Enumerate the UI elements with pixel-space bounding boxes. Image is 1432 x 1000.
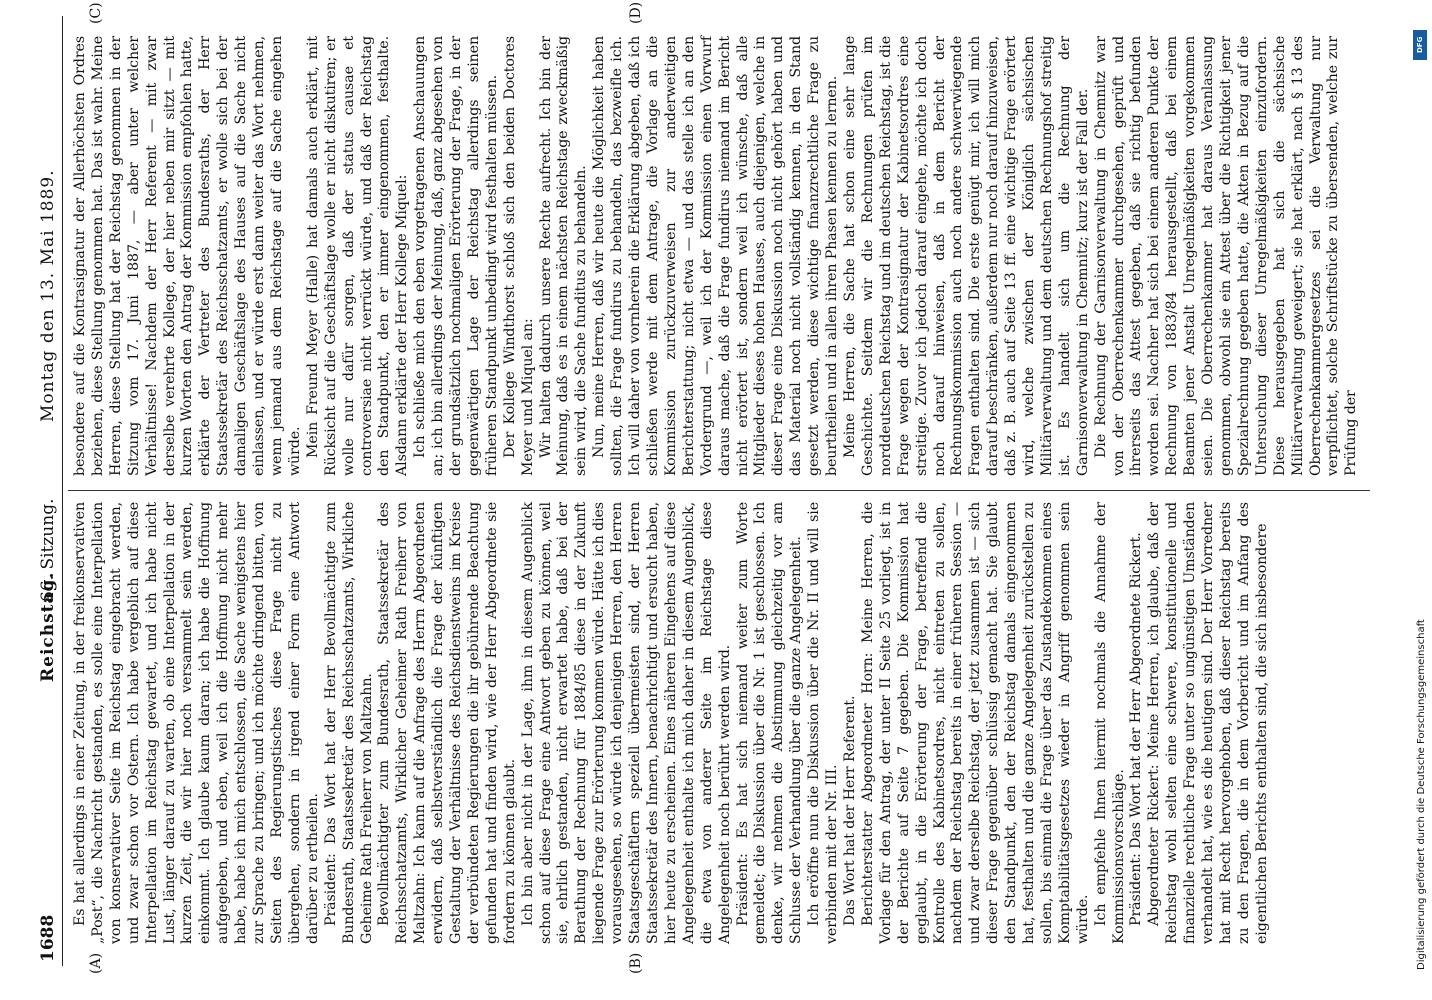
margin-marker-b: (B) — [628, 952, 644, 974]
paragraph: Ich schließe mich den eben vorgetragenen Anschauungen an; ich bin allerdings der Meinung, daß, ganz abgesehen von der grundsätzlich nochmaligen Erörterung der Frage, in der gegenwärtigen Lage der Reichstag allerdings seinen früheren Standpunkt unbedingt wird festhalten müssen. — [412, 36, 500, 476]
paragraph: Der Kollege Windthorst schloß sich den beiden Doctores Meyer und Miquel an: — [501, 36, 536, 476]
dfg-logo: DFG — [1413, 30, 1427, 60]
margin-marker-a: (A) — [88, 952, 104, 974]
paragraph: Präsident: Es hat sich niemand weiter zum Worte gemeldet; die Diskussion über die Nr. 1 ist geschlossen. Ich denke, wir nehmen die Abstimmung gleichzeitig vor am Schlusse der Verhandlung über die ganze Angelegenheit. — [734, 502, 805, 944]
paragraph: Berichterstatter Abgeordneter Horn: Meine Herren, die Vorlage für den Antrag, der unter II Seite 25 vorliegt, ist in der Berichte auf Seite 7 gegeben. Die Kommission hat geglaubt, in die Erörterung der Frage, betreffend die Kontrolle des Kabinetsordres, nicht eintreten zu sollen, nachdem der Reichstag bereits in einer früheren Session — und zwar derselbe Reichstag, der jetzt zusammen ist — sich dieser Frage gegenüber schlüssig gemacht hat. Sie glaubt den Standpunkt, den der Reichstag damals eingenommen hat, festhalten und die ganze Angelegenheit zurückstellen zu sollen, bis einmal die Frage über das Zustandekommen eines Komptabilitätsgesetzes wieder in Angriff genommen sein würde. — [859, 502, 1091, 944]
page-number: 1688 — [38, 914, 58, 962]
paragraph: Nun, meine Herren, daß wir heute die Möglichkeit haben sollten, die Frage fundirus zu behandeln, das bezweifle ich. Ich will daher von vornherein die Erklärung abgeben, daß ich schließen werde mit dem Antrage, die Vorlage an die Kommission zurückzuverweisen zur anderweitigen Berichterstattung; nicht etwa — und das stelle ich an den Vordergrund —, weil ich der Kommission einen Vorwurf daraus mache, daß die Frage fundirus niemand im Bericht nicht erörtert ist, sondern weil ich wünsche, daß alle Mitglieder dieses hohen Hauses, auch diejenigen, welche in dieser Frage eine Diskussion noch nicht gehört haben und das Material noch nicht vollständig kennen, in den Stand gesetzt werden, diese wichtige finanzrechtliche Frage zu beurtheilen und in allen ihren Phasen kennen zu lernen. — [591, 36, 841, 476]
header-rule — [62, 16, 63, 966]
paragraph: Präsident: Das Wort hat der Herr Bevollmächtigte zum Bundesrath, Staatssekretär des Reichsschatzamts, Wirkliche Geheime Rath Freiherr von Maltzahn. — [322, 502, 375, 944]
margin-marker-c: (C) — [88, 2, 104, 24]
paragraph: Ich eröffne nun die Diskussion über die Nr. II und will sie verbinden mit der Nr. III. — [806, 502, 841, 944]
margin-marker-d: (D) — [628, 1, 644, 24]
paragraph: Meine Herren, die Sache hat schon eine sehr lange Geschichte. Seitdem wir die Rechnungen prüfen im norddeutschen Reichstag und im deutschen Reichstag, ist die Frage wegen der Kontrasignatur der Kabinetsordres eine streitige. Zuvor ich jedoch darauf eingehe, möchte ich doch noch darauf hinweisen, daß in dem Bericht der Rechnungskommission auch noch andere schwerwiegende Fragen enthalten sind. Die erste genügt mir, ich will mich darauf beschränken, außerdem nur noch darauf hinzuweisen, daß z. B. auch auf Seite 13 ff. eine wichtige Frage erörtert wird, welche zwischen der Königlich sächsischen Militärverwaltung und dem deutschen Rechnungshof streitig ist. Es handelt sich um die Rechnung der Garnisonverwaltung in Chemnitz; kurz ist der Fall der. — [841, 36, 1091, 476]
paragraph: Ich empfehle Ihnen hiermit nochmals die Annahme der Kommissionsvorschläge. — [1092, 502, 1127, 944]
paragraph: Das Wort hat der Herr Referent. — [841, 695, 858, 926]
left-column — [72, 502, 1272, 944]
running-head-date: Montag den 13. Mai 1889. — [38, 169, 58, 422]
paragraph: Ich bin aber nicht in der Lage, ihm in diesem Augenblick schon auf diese Frage eine Antwort geben zu können, weil sie, ehrlich gestanden, nicht erwartet habe, daß bei der Berathung der Rechnung für 1884/85 diese in der Zukunft liegende Frage zur Erörterung kommen würde. Hätte ich dies vorausgesehen, so würde ich denjenigen Herren, den Herren Staatsgeschäftlern speziell übermeisten sind, der Herren Staatssekretär des Innern, benachrichtigt und ersucht haben, hier heute zu erscheinen. Eines näheren Eingehens auf diese Angelegenheit enthalte ich mich daher in diesem Augenblick, die etwa von anderer Seite im Reichstage diese Angelegenheit noch berührt werden wird. — [519, 502, 733, 944]
paragraph: Die Rechnung der Garnisonverwaltung in Chemnitz war von der Oberrechenkammer durchgesehen, geprüft und ihrerseits das Attest gegeben, daß sie richtig befunden worden sei. Nachher hat sich bei einem anderen Punkte der Rechnung von 1883/84 herausgestellt, daß bei einem Beamten jener Anstalt Unregelmäßigkeiten vorgekommen seien. Die Oberrechenkammer hat daraus Veranlassung genommen, obwohl sie ein Attest über die Richtigkeit jener Spezialrechnung gegeben hatte, die Akten in Bezug auf die Untersuchung dieser Unregelmäßigkeiten einzufordern. Diese herausgegeben hat sich die sächsische Militärverwaltung geweigert; sie hat erklärt, nach § 13 des Oberrechenkammergesetzes sei die Verwaltung nur verpflichtet, solche Schriftstücke zu übersenden, welche zur Prüfung der — [1092, 36, 1360, 476]
running-head-body: Reichstag. — [38, 571, 58, 682]
paragraph: Mein Freund Meyer (Halle) hat damals auch erklärt, mit Rücksicht auf die Geschäftslage wolle er nicht diskutiren; er wolle nur dafür sorgen, daß der status causae et controversiae nicht verrückt würde, und daß der Reichstag den Standpunkt, den er immer eingenommen, festhalte. Alsdann erklärte der Herr Kollege Miquel: — [304, 36, 411, 476]
right-column — [72, 36, 1361, 476]
running-head-session: 66. Sitzung. — [38, 498, 58, 602]
paragraph: Wir halten dadurch unsere Rechte aufrecht. Ich bin der Meinung, daß es in einem nächsten Reichstage zweckmäßig sein wird, die Sache funditus zu behandeln. — [537, 36, 590, 476]
page-header — [30, 14, 60, 982]
paragraph: Abgeordneter Rickert: Meine Herren, ich glaube, daß der Reichstag wohl selten eine schwere, konstitutionelle und finanzielle rechtliche Frage unter so ungünstigen Umständen verhandelt hat, wie es die heutigen sind. Der Herr Vorredner hat mit Recht hervorgehoben, daß dieser Reichstag bereits zu den Fragen, die in dem Vorbericht und im Anfang des eigentlichen Berichts enthalten sind, die sich insbesondere — [1146, 502, 1270, 944]
paragraph: Es hat allerdings in einer Zeitung, in der freikonservativen „Post“, die Nachricht gestanden, es solle eine Interpellation von konservativer Seite im Reichstag eingebracht werden, und zwar schon vor Ostern. Ich habe vergeblich auf diese Interpellation im Reichstag gewartet, und ich habe nicht Lust, länger darauf zu warten, ob eine Interpellation in der kurzen Zeit, die wir hier noch versammelt sein werden, einkommt. Ich glaube kaum daran; ich habe die Hoffnung aufgegeben, und eben, weil ich die Hoffnung nicht mehr habe, habe ich mich entschlossen, die Sache wenigstens hier zur Sprache zu bringen; und ich möchte dringend bitten, von Seiten des Regierungstisches diese Frage nicht zu übergehen, sondern in irgend einer Form eine Antwort darüber zu ertheilen. — [72, 502, 321, 944]
paragraph: besondere auf die Kontrasignatur der Allerhöchsten Ordres beziehen, diese Stellung genommen hat. Das ist wahr. Meine Herren, diese Stellung hat der Reichstag genommen in der Sitzung vom 17. Juni 1887, — aber unter welcher Verhältnisse! Nachdem der Herr Referent — mit zwar derselbe verehrte Kollege, der hier neben mir sitzt — mit kurzen Worten den Antrag der Kommission empfohlen hatte, erklärte der Vertreter des Bundesraths, der Herr Staatssekretär des Reichsschatzamts, er wolle sich bei der damaligen Geschäftslage des Hauses auf die Sache nicht einlassen, und er würde erst dann weiter das Wort nehmen, wenn jemand aus dem Reichstage auf die Sache eingehen würde. — [72, 36, 303, 476]
paragraph: Bevollmächtigter zum Bundesrath, Staatssekretär des Reichsschatzamts, Wirklicher Geheimer Rath Freiherr von Maltzahn: Ich kann auf die Anfrage des Herrn Abgeordneten erwidern, daß selbstverständlich die Frage der künftigen Gestaltung der Verhältnisse des Reichsdienstweins im Kreise der verbündeten Regierungen die ihr gebührende Beachtung gefunden hat und finden wird, wie der Herr Abgeordnete sie fordern zu können glaubt. — [376, 502, 518, 944]
paragraph: Präsident: Das Wort hat der Herr Abgeordnete Rickert. — [1128, 532, 1145, 926]
dfg-credit-strip — [1410, 30, 1430, 970]
column-divider — [68, 490, 1370, 491]
dfg-credit-text: Digitalisierung gefördert durch die Deutsche Forschungsgemeinschaft — [1416, 619, 1427, 970]
